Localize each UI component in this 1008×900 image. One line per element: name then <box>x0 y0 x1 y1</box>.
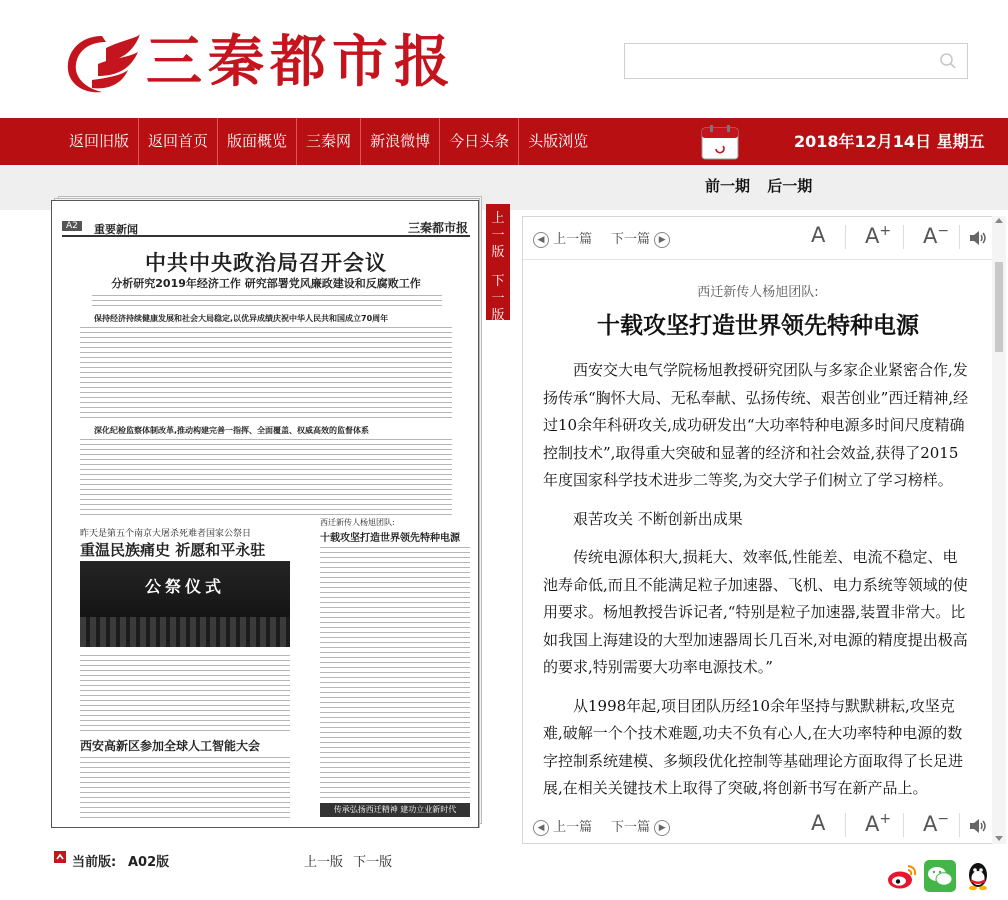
plus-sign: + <box>879 811 892 827</box>
page-text-block <box>80 325 452 421</box>
font-larger-button[interactable] <box>865 223 891 248</box>
article-paragraph: 西安交大电气学院杨旭教授研究团队与多家企业紧密合作,发扬传承“胸怀大局、无私奉献、弘扬传统、艰苦创业”西迁精神,经过10余年科研攻关,成功研发出“大功率特种电源多时间尺度精确控制技术”,取得重大突破和显著的经济和社会效益,获得了2015年度国家科学技术进步二等奖,为交大学子们树立了学习榜样。 <box>543 361 969 489</box>
nav-item-weibo[interactable]: 新浪微博 <box>360 118 439 165</box>
font-smaller-label: A <box>923 224 938 248</box>
font-normal-button[interactable] <box>811 811 825 835</box>
font-larger-label: A <box>865 224 880 248</box>
nav-items <box>60 118 597 165</box>
search-icon[interactable] <box>939 52 957 70</box>
article-body <box>543 357 971 801</box>
scroll-thumb[interactable] <box>995 262 1003 352</box>
prev-article-button[interactable] <box>533 228 592 248</box>
toolbar-divider-line <box>523 259 993 260</box>
page-bottom-bar <box>48 848 508 870</box>
minus-sign: − <box>937 223 950 239</box>
reader-toolbar <box>523 219 993 259</box>
page-text-block <box>92 293 442 307</box>
story3-title[interactable]: 西安高新区参加全球人工智能大会 <box>80 739 261 753</box>
current-page-label: 当前版: <box>72 855 117 870</box>
nav-item-old-version[interactable]: 返回旧版 <box>69 132 130 150</box>
nav-item-sanqin-net[interactable]: 三秦网 <box>296 118 360 165</box>
chevron-left-icon: ◀ <box>533 232 549 248</box>
font-normal-label: A <box>811 811 826 835</box>
nav-item-home[interactable]: 返回首页 <box>138 118 217 165</box>
article-paragraph: 传统电源体积大,损耗大、效率低,性能差、电流不稳定、电池寿命低,而且不能满足粒子加速器、飞机、电力系统等领域的使用要求。杨旭教授告诉记者,“特别是粒子加速器,装置非常大。比如我国上海建设的大型加速器周长几百米,对电源的精度提出极高的要求,特别需要大功率电源技术。” <box>543 548 968 676</box>
article-title: 十载攻坚打造世界领先特种电源 <box>597 312 919 339</box>
page-subheadline: 分析研究2019年经济工作 研究部署党风廉政建设和反腐败工作 <box>111 277 421 290</box>
newspaper-viewer <box>48 198 484 832</box>
issue-nav <box>705 175 824 196</box>
prev-article-label: 上一篇 <box>553 820 593 835</box>
nav-item-overview[interactable]: 版面概览 <box>217 118 296 165</box>
minus-sign: − <box>937 811 950 827</box>
weibo-icon[interactable] <box>886 860 918 892</box>
reader-toolbar-bottom <box>523 807 993 844</box>
photo-caption: 公祭仪式 <box>144 577 225 596</box>
prev-page-tab[interactable]: 上一版 <box>491 211 505 260</box>
toolbar-divider <box>903 225 904 249</box>
nav-item-front-page[interactable]: 头版浏览 <box>518 118 597 165</box>
font-smaller-button[interactable] <box>923 811 949 836</box>
toolbar-divider <box>903 813 904 837</box>
wechat-icon[interactable] <box>924 860 956 892</box>
page-text-block <box>320 545 470 799</box>
page-headline[interactable]: 中共中央政治局召开会议 <box>145 251 387 275</box>
next-page-link[interactable]: 下一版 <box>353 855 393 870</box>
article-subheading: 艰苦攻关 不断创新出成果 <box>573 509 743 528</box>
site-name: 三秦都市报 <box>146 29 456 95</box>
page-text-block <box>80 653 290 731</box>
next-article-label: 下一篇 <box>611 820 651 835</box>
chevron-right-icon: ▶ <box>654 820 670 836</box>
prev-page-link[interactable]: 上一版 <box>304 855 344 870</box>
prev-article-button[interactable] <box>533 816 592 836</box>
logo-swirl-icon <box>62 30 142 96</box>
font-normal-button[interactable] <box>811 223 825 247</box>
font-larger-label: A <box>865 812 880 836</box>
site-logo[interactable] <box>62 26 502 100</box>
font-smaller-button[interactable] <box>923 223 949 248</box>
share-bar <box>886 860 996 892</box>
qq-icon[interactable] <box>962 860 994 892</box>
photo-crowd <box>80 617 290 647</box>
toolbar-divider <box>845 813 846 837</box>
story2-title[interactable]: 重温民族痛史 祈愿和平永驻 <box>80 541 266 559</box>
calendar-icon[interactable] <box>701 124 739 160</box>
article-reader <box>522 216 994 844</box>
article-kicker: 西迁新传人杨旭团队: <box>697 285 819 300</box>
next-page-tab[interactable]: 下一版 <box>491 274 505 323</box>
newspaper-page[interactable] <box>51 200 479 828</box>
page-tabs <box>486 204 510 323</box>
next-issue-link[interactable]: 后一期 <box>767 177 813 195</box>
current-page-icon <box>54 851 66 863</box>
nav-item-toutiao[interactable]: 今日头条 <box>439 118 518 165</box>
speaker-icon[interactable] <box>969 818 987 834</box>
article-paragraph: 从1998年起,项目团队历经10余年坚持与默默耕耘,攻坚克难,破解一个个技术难题,功夫不负有心人,在大功率特种电源的数字控制系统建模、多频段优化控制等基础理论方面取得了长足进展,在相关关键技术上取得了突破,将创新书写在新产品上。 <box>543 696 964 797</box>
site-header <box>0 0 1008 118</box>
next-article-button[interactable] <box>611 816 670 836</box>
font-smaller-label: A <box>923 812 938 836</box>
page-nav <box>304 851 398 870</box>
next-article-label: 下一篇 <box>611 232 651 247</box>
scroll-down-arrow-icon[interactable] <box>995 836 1003 841</box>
speaker-icon[interactable] <box>969 230 987 246</box>
toolbar-divider <box>959 225 960 249</box>
page-section: 重要新闻 <box>94 223 138 236</box>
toolbar-divider <box>845 225 846 249</box>
story2-kicker: 昨天是第五个南京大屠杀死难者国家公祭日 <box>80 529 252 539</box>
font-normal-label: A <box>811 223 826 247</box>
font-larger-button[interactable] <box>865 811 891 836</box>
page-number-label: A2 <box>62 221 82 231</box>
article-scrollbar[interactable] <box>992 216 1006 844</box>
chevron-left-icon: ◀ <box>533 820 549 836</box>
page-footer-banner: 传承弘扬西迁精神 建功立业新时代 <box>320 803 470 817</box>
prev-article-label: 上一篇 <box>553 232 593 247</box>
toolbar-divider <box>959 813 960 837</box>
story4-kicker: 西迁新传人杨旭团队: <box>320 518 395 527</box>
page-section-head: 保持经济持续健康发展和社会大局稳定,以优异成绩庆祝中华人民共和国成立70周年 <box>94 314 389 323</box>
page-brand: 三秦都市报 <box>408 221 469 235</box>
search-box[interactable] <box>624 43 968 79</box>
prev-issue-link[interactable]: 前一期 <box>705 177 751 195</box>
chevron-right-icon: ▶ <box>654 232 670 248</box>
page-text-block <box>80 437 452 515</box>
page-text-block <box>80 755 290 819</box>
story4-title[interactable]: 十载攻坚打造世界领先特种电源 <box>320 533 460 544</box>
page-section-head: 深化纪检监察体制改革,推动构建完善一指挥、全面覆盖、权威高效的监督体系 <box>94 426 370 435</box>
scroll-up-arrow-icon[interactable] <box>995 218 1003 223</box>
current-page-value: A02版 <box>128 855 170 870</box>
plus-sign: + <box>879 223 892 239</box>
issue-date: 2018年12月14日 星期五 <box>794 132 985 151</box>
memorial-photo[interactable] <box>80 561 290 647</box>
next-article-button[interactable] <box>611 228 670 248</box>
